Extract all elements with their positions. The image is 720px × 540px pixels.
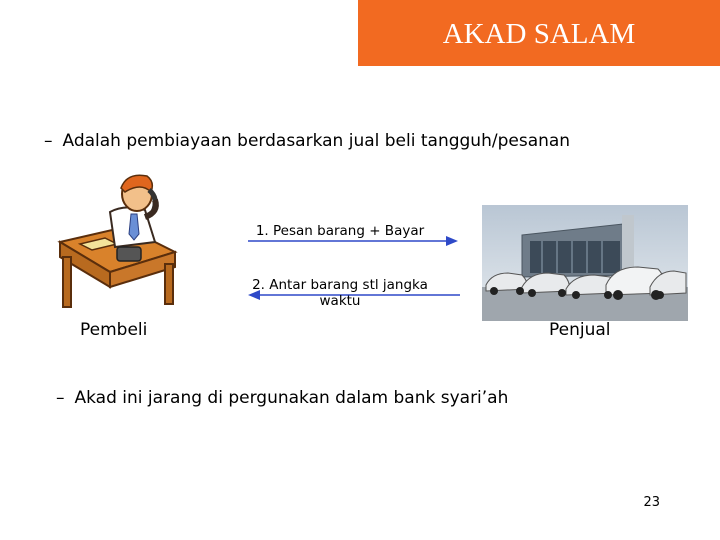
bullet-usage bbox=[56, 388, 508, 408]
seller-label: Penjual bbox=[549, 320, 611, 340]
step-order-payment-label: 1. Pesan barang + Bayar bbox=[255, 223, 425, 239]
slide-title: AKAD SALAM bbox=[442, 18, 636, 50]
bullet-dash: – bbox=[44, 131, 53, 151]
page-number: 23 bbox=[643, 495, 660, 510]
bullet-dash: – bbox=[56, 388, 65, 408]
bullet-usage-text: Akad ini jarang di pergunakan dalam bank syari’ah bbox=[74, 388, 509, 408]
step-delivery-label: 2. Antar barang stl jangka waktu bbox=[252, 277, 428, 309]
bullet-definition-text: Adalah pembiayaan berdasarkan jual beli tangguh/pesanan bbox=[62, 131, 571, 151]
buyer-label: Pembeli bbox=[80, 320, 148, 340]
